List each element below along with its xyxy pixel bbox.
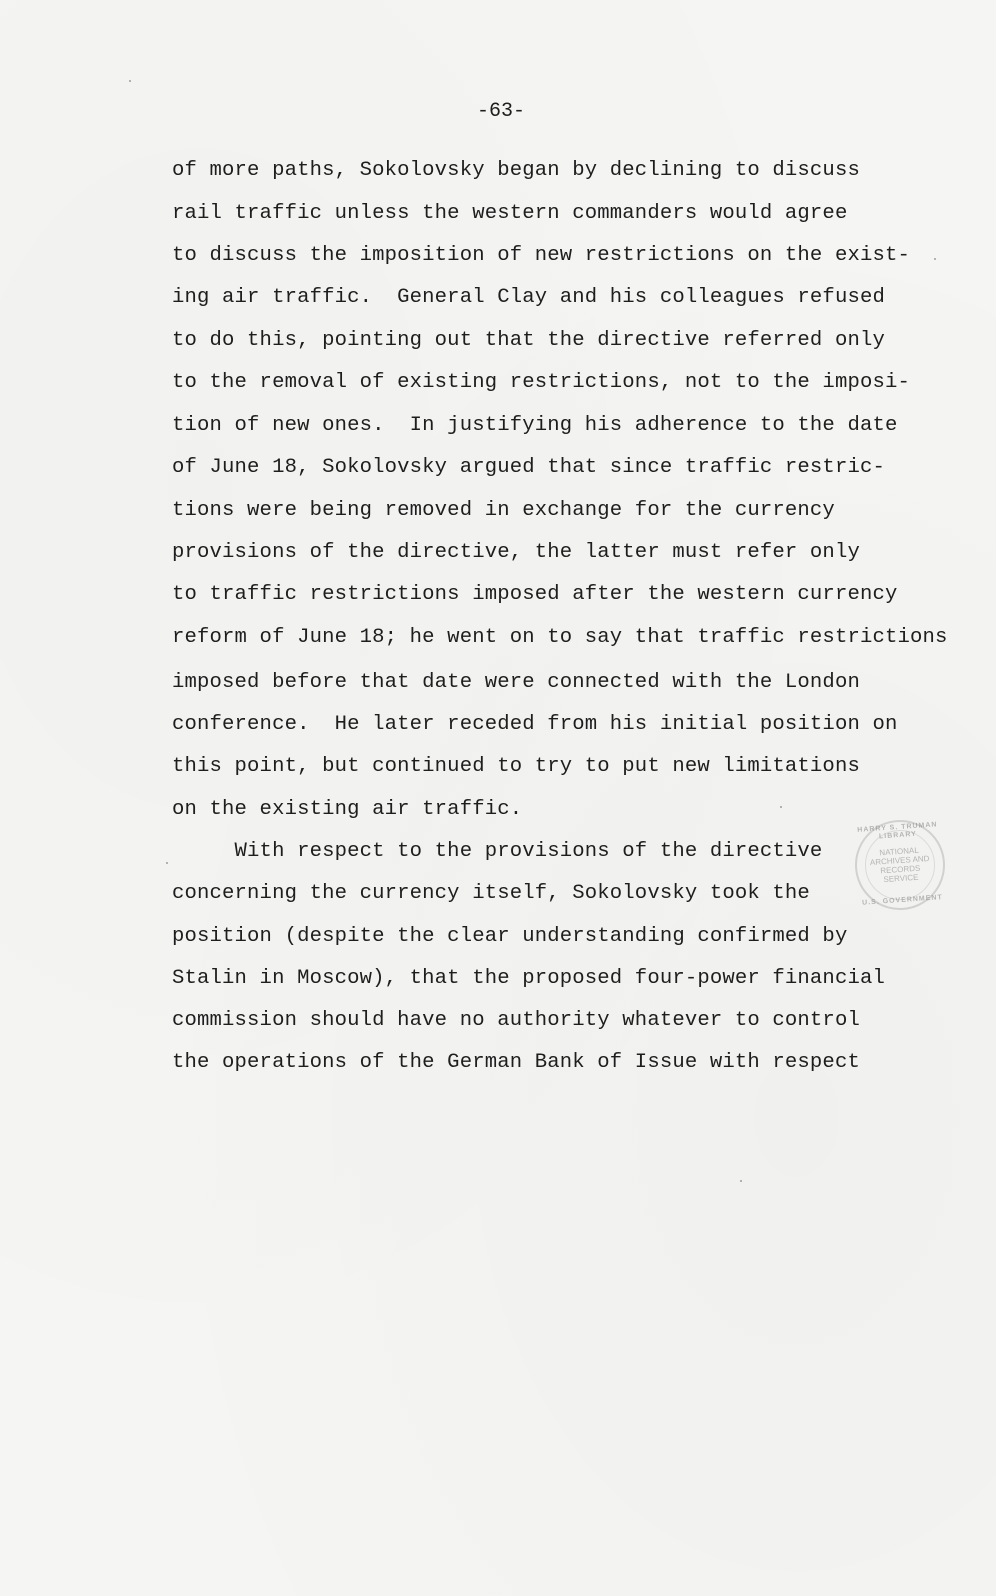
stamp-ring-top: HARRY S. TRUMAN LIBRARY	[857, 821, 938, 841]
text-line: the operations of the German Bank of Issue with respect	[172, 1051, 860, 1074]
text-line: to the removal of existing restrictions, not to the imposi-	[172, 371, 910, 394]
paper-speck	[166, 862, 168, 864]
stamp-line: NATIONAL	[879, 845, 920, 858]
text-line: reform of June 18; he went on to say that traffic restrictions	[172, 626, 948, 649]
text-line: imposed before that date were connected with the London	[172, 671, 860, 694]
text-line: With respect to the provisions of the directive	[172, 840, 823, 863]
paper-speck	[780, 806, 782, 808]
stamp-line: ARCHIVES AND	[869, 853, 930, 867]
text-line: of June 18, Sokolovsky argued that since traffic restric-	[172, 456, 885, 479]
text-line: Stalin in Moscow), that the proposed four-power financial	[172, 967, 885, 990]
text-line: ing air traffic. General Clay and his colleagues refused	[172, 286, 885, 309]
text-line: this point, but continued to try to put new limitations	[172, 755, 860, 778]
page-number: -63-	[476, 100, 525, 123]
archive-stamp	[852, 817, 948, 913]
text-line: commission should have no authority whatever to control	[172, 1009, 860, 1032]
stamp-ring-bottom: U.S. GOVERNMENT	[861, 894, 943, 907]
text-line: conference. He later receded from his initial position on	[172, 713, 898, 736]
text-line: to do this, pointing out that the directive referred only	[172, 329, 885, 352]
text-line: to discuss the imposition of new restrictions on the exist-	[172, 244, 910, 267]
text-line: to traffic restrictions imposed after the western currency	[172, 583, 898, 606]
text-line: tions were being removed in exchange for the currency	[172, 499, 835, 522]
text-line: provisions of the directive, the latter must refer only	[172, 541, 860, 564]
text-line: tion of new ones. In justifying his adherence to the date	[172, 414, 898, 437]
paper-speck	[129, 80, 131, 82]
text-line: position (despite the clear understanding confirmed by	[172, 925, 848, 948]
stamp-line: RECORDS	[880, 863, 921, 876]
paper-speck	[934, 258, 936, 260]
stamp-line: SERVICE	[883, 872, 919, 885]
paper-speck	[740, 1180, 742, 1182]
text-line: rail traffic unless the western commanders would agree	[172, 202, 848, 225]
text-line: on the existing air traffic.	[172, 798, 523, 821]
text-line: of more paths, Sokolovsky began by declining to discuss	[172, 159, 860, 182]
text-line: concerning the currency itself, Sokolovsky took the	[172, 882, 810, 905]
